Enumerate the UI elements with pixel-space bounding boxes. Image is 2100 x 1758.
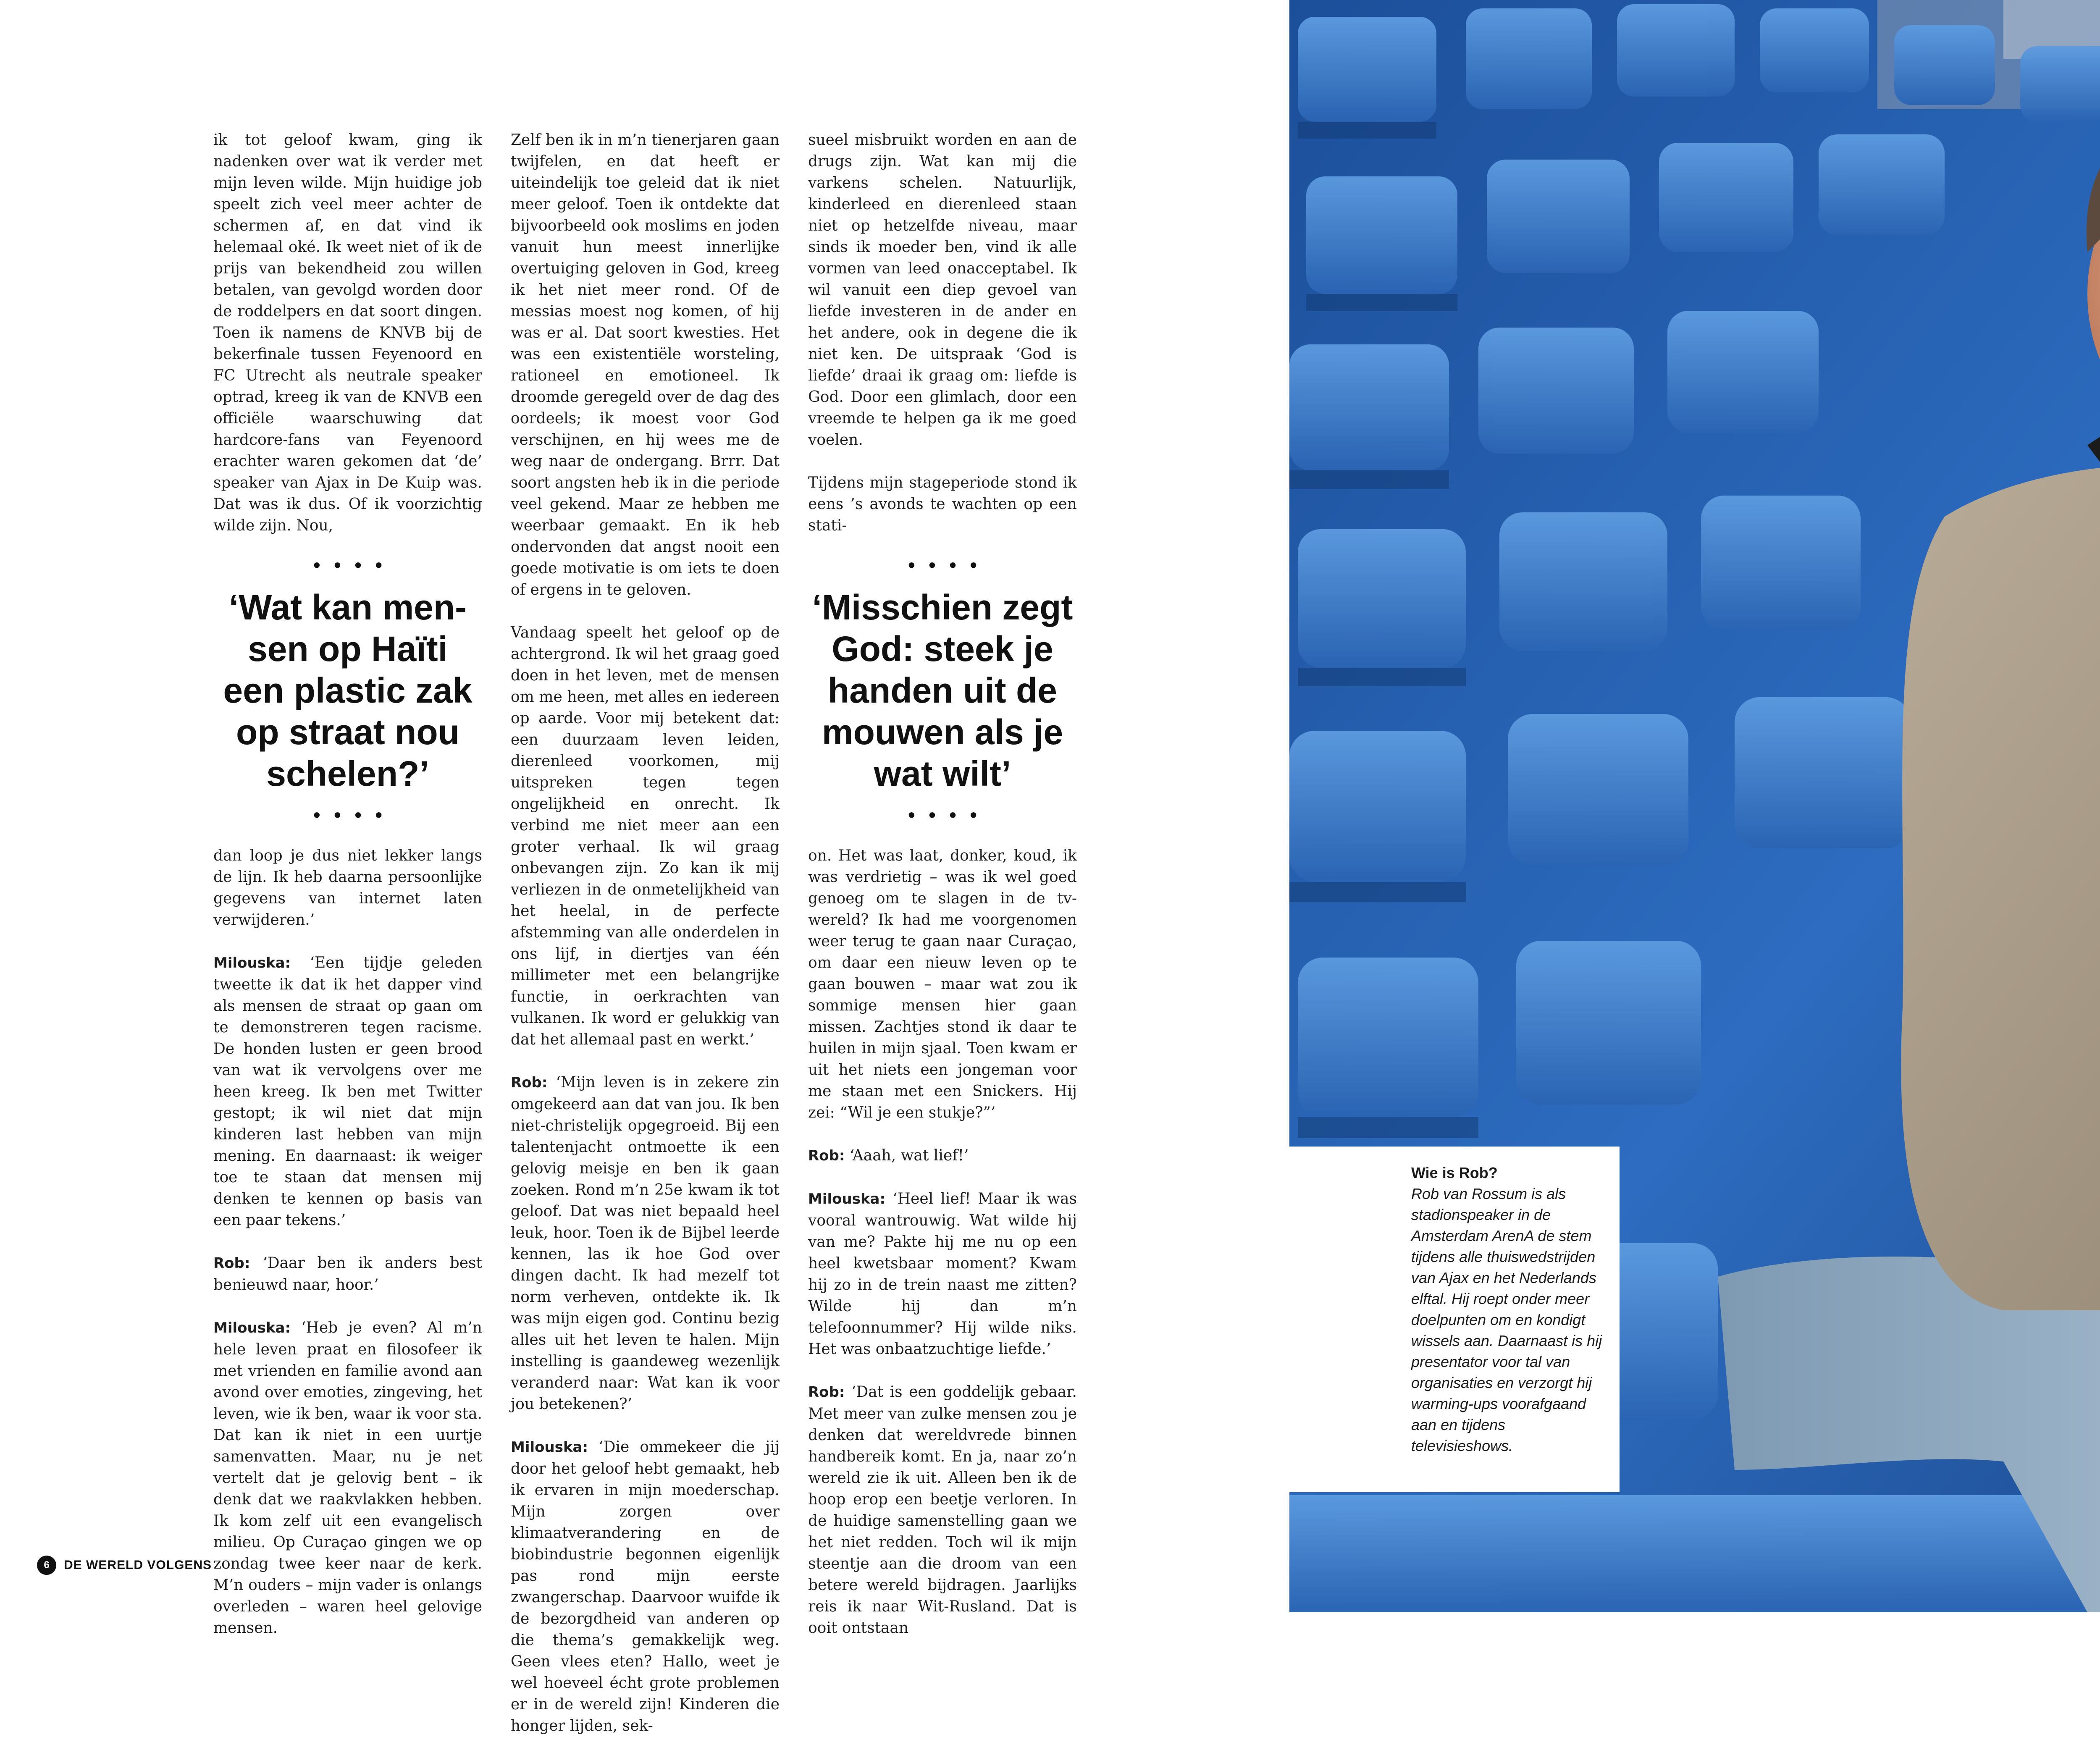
- paragraph: ik tot geloof kwam, ging ik nadenken over wat ik verder met mijn leven wilde. Mijn huidige job speelt zich veel meer achter de schermen af, en dat vind ik helemaal oké. Ik weet niet of ik de prijs van bekendheid zou willen betalen, van gevolgd worden door de roddelpers en dat soort dingen. Toen ik namens de KNVB bij de bekerfinale tussen Feyenoord en FC Utrecht als neutrale speaker optrad, kreeg ik van de KNVB een officiële waarschuwing dat hardcore-fans van Feyenoord erachter waren gekomen dat ‘de’ speaker van Ajax in De Kuip was. Dat was ik dus. Of ik voorzichtig wilde zijn. Nou,: [213, 131, 482, 534]
- speaker-text: ‘Dat is een goddelijk gebaar. Met meer van zulke mensen zou je denken dat wereldvrede binnen handbereik komt. En ja, naar zo’n wereld zie ik uit. Alleen ben ik de hoop erop een beetje verloren. In de huidige samenstelling gaan we het niet redden. Toch wil ik mijn steentje aan die droom van een betere wereld bijdragen. Jaarlijks reis ik naar Wit-Rusland. Dat is ooit ontstaan: [808, 1383, 1077, 1637]
- quote-dots-bottom: ••••: [311, 804, 394, 827]
- page-footer: [37, 1556, 212, 1575]
- paragraph: [808, 1381, 1077, 1639]
- quote-dots-top: ••••: [311, 554, 394, 577]
- speaker-text: ‘Die ommekeer die jij door het geloof hebt gemaakt, heb ik ervaren in mijn moederschap. Mijn zorgen over klimaatverandering en de biobindustrie begonnen eigenlijk pas rond mijn eerste zwangerschap. Daarvoor wuifde ik de bezorgdheid van anderen op die thema’s gemakkelijk weg. Geen vlees eten? Hallo, weet je wel hoeveel écht grote problemen er in de wereld zijn! Kinderen die honger lijden, sek-: [511, 1438, 780, 1734]
- speaker-name: Rob:: [511, 1074, 548, 1091]
- pull-quote-1: [213, 553, 482, 828]
- speaker-name: Rob:: [808, 1147, 845, 1164]
- paragraph: [213, 1317, 482, 1639]
- quote-dots-top: ••••: [906, 554, 989, 577]
- speaker-text: ‘Aaah, wat lief!’: [845, 1147, 969, 1164]
- speaker-text: ‘Daar ben ik anders best benieuwd naar, hoor.’: [213, 1254, 482, 1294]
- paragraph: [808, 1145, 1077, 1167]
- speaker-text: ‘Mijn leven is in zekere zin omgekeerd aan dat van jou. Ik ben niet-christelijk opgegroeid. Bij een talentenjacht ontmoette ik een gelovig meisje en ben ik gaan zoeken. Rond m’n 25e kwam ik tot geloof. Dat was niet bepaald heel leuk, hoor. Toen ik de Bijbel leerde kennen, las ik hoe God over dingen dacht. Ik had mezelf tot norm verheven, ontdekte ik. Ik was mijn eigen god. Continu bezig alles uit het leven te halen. Mijn instelling is gaandeweg wezenlijk veranderd naar: Wat kan ik voor jou betekenen?’: [511, 1074, 780, 1413]
- pull-quote-text: ‘Misschien zegt God: steek je handen uit de mouwen als je wat wilt’: [812, 588, 1073, 793]
- paragraph: [808, 1188, 1077, 1360]
- speaker-name: Milouska:: [213, 955, 291, 971]
- speaker-name: Milouska:: [511, 1439, 588, 1456]
- text-column-2: [511, 129, 780, 1758]
- speaker-name: Milouska:: [213, 1320, 291, 1336]
- paragraph: Zelf ben ik in m’n tienerjaren gaan twijfelen, en dat heeft er uiteindelijk toe geleid dat ik niet meer geloof. Toen ik ontdekte dat bijvoorbeeld ook moslims en joden vanuit hun meest innerlijke overtuiging geloven in God, kreeg ik het niet meer rond. Of de messias moest nog komen, of hij was er al. Dat soort kwesties. Het was een existentiële worsteling, rationeel en emotioneel. Ik droomde geregeld over de dag des oordeels; ik moest voor God verschijnen, en hij wees me de weg naar de ondergang. Brrr. Dat soort angsten heb ik in die periode veel gekend. Maar ze hebben me weerbaar gemaakt. En ik heb ondervonden dat angst nooit een goede motivatie is om iets te doen of ergens in te geloven.: [511, 131, 780, 598]
- speaker-text: ‘Heel lief! Maar ik was vooral wantrouwig. Wat wilde hij van me? Pakte hij me nu op een heel kwetsbaar moment? Kwam hij zo in de trein naast me zitten? Wilde hij dan m’n telefoonnummer? Hij wilde niks. Het was onbaatzuchtige liefde.’: [808, 1190, 1077, 1358]
- paragraph: on. Het was laat, donker, koud, ik was verdrietig – was ik wel goed genoeg om te slagen in de tv-wereld? Ik had me voorgenomen weer terug te gaan naar Curaçao, om daar een nieuw leven op te gaan bouwen – maar wat zou ik sommige mensen hier gaan missen. Zachtjes stond ik daar te huilen in mijn sjaal. Toen kwam er uit het niets een jongeman voor me staan met een Snickers. Hij zei: “Wil je een stukje?”’: [808, 847, 1077, 1121]
- info-box: [1289, 1147, 1620, 1492]
- paragraph: [511, 1436, 780, 1737]
- speaker-text: ‘Een tijdje geleden tweette ik dat ik het dapper vind als mensen de straat op gaan om te demonstreren tegen racisme. De honden lusten er geen brood van wat ik vervolgens over me heen kreeg. Ik ben met Twitter gestopt; ik wil niet dat mijn kinderen last hebben van mijn mening. En daarnaast: ik weiger toe te staan dat mensen mij denken te kennen op basis van een paar tekens.’: [213, 954, 482, 1229]
- info-box-title: Wie is Rob?: [1411, 1164, 1498, 1181]
- pull-quote-text: ‘Wat kan men-sen op Haïti een plastic zak op straat nou schelen?’: [223, 588, 472, 793]
- page-number: 6: [37, 1556, 56, 1575]
- text-column-3: [808, 129, 1077, 1660]
- running-title: DE WERELD VOLGENS: [64, 1558, 212, 1572]
- paragraph: [213, 1252, 482, 1296]
- paragraph: [511, 1072, 780, 1415]
- paragraph: dan loop je dus niet lekker langs de lijn. Ik heb daarna persoonlijke gegevens van internet laten verwijderen.’: [213, 847, 482, 929]
- paragraph: Vandaag speelt het geloof op de achtergrond. Ik wil het graag goed doen in het leven, met de mensen om me heen, met alles en iedereen op aarde. Voor mij betekent dat: een duurzaam leven leiden, dierenleed voorkomen, mij uitspreken tegen tegen ongelijkheid en onrecht. Ik verbind me niet meer aan een groter verhaal. Ik wil graag onbevangen zijn. Zo kan ik mij verliezen in de onmetelijkheid van het heelal, in de perfecte afstemming van alle onderdelen in ons lijf, in diertjes van één millimeter met een belangrijke functie, in oerkrachten van vulkanen. Ik word er gelukkig van dat het allemaal past en werkt.’: [511, 624, 780, 1048]
- speaker-name: Rob:: [808, 1384, 845, 1401]
- paragraph: sueel misbruikt worden en aan de drugs zijn. Wat kan mij die varkens schelen. Natuurlijk, kinderleed en dierenleed staan niet op hetzelfde niveau, maar sinds ik moeder ben, vind ik alle vormen van leed onacceptabel. Ik wil vanuit een diep gevoel van liefde investeren in de ander en het andere, ook in degene die ik niet ken. De uitspraak ‘God is liefde’ draai ik graag om: liefde is God. Door een glimlach, door een vreemde te helpen ga ik me goed voelen.: [808, 131, 1077, 449]
- speaker-name: Rob:: [213, 1255, 250, 1272]
- pull-quote-2: [808, 553, 1077, 828]
- speaker-text: ‘Heb je even? Al m’n hele leven praat en filosofeer ik met vrienden en familie avond aan avond over emoties, zingeving, het leven, wie ik ben, waar ik voor sta. Dat kan ik niet in een uurtje samenvatten. Maar, nu je net vertelt dat je gelovig bent – ik denk dat we raakvlakken hebben. Ik kom zelf uit een evangelisch milieu. Op Curaçao gingen we op zondag twee keer naar de kerk. M’n ouders – mijn vader is onlangs overleden – waren heel gelovige mensen.: [213, 1319, 482, 1637]
- text-column-1: [213, 129, 482, 1660]
- paragraph: Tijdens mijn stageperiode stond ik eens ’s avonds te wachten op een stati-: [808, 474, 1077, 534]
- info-box-text: Rob van Rossum is als stadionspeaker in de Amsterdam ArenA de stem tijdens alle thuiswedstrijden van Ajax en het Nederlands elftal. Hij roept onder meer doelpunten om en kondigt wissels aan. Daarnaast is hij presentator voor tal van organisaties en verzorgt hij warming-ups voorafgaand aan en tijdens televisieshows.: [1411, 1185, 1602, 1454]
- speaker-name: Milouska:: [808, 1191, 886, 1207]
- paragraph: [213, 952, 482, 1231]
- quote-dots-bottom: ••••: [906, 804, 989, 827]
